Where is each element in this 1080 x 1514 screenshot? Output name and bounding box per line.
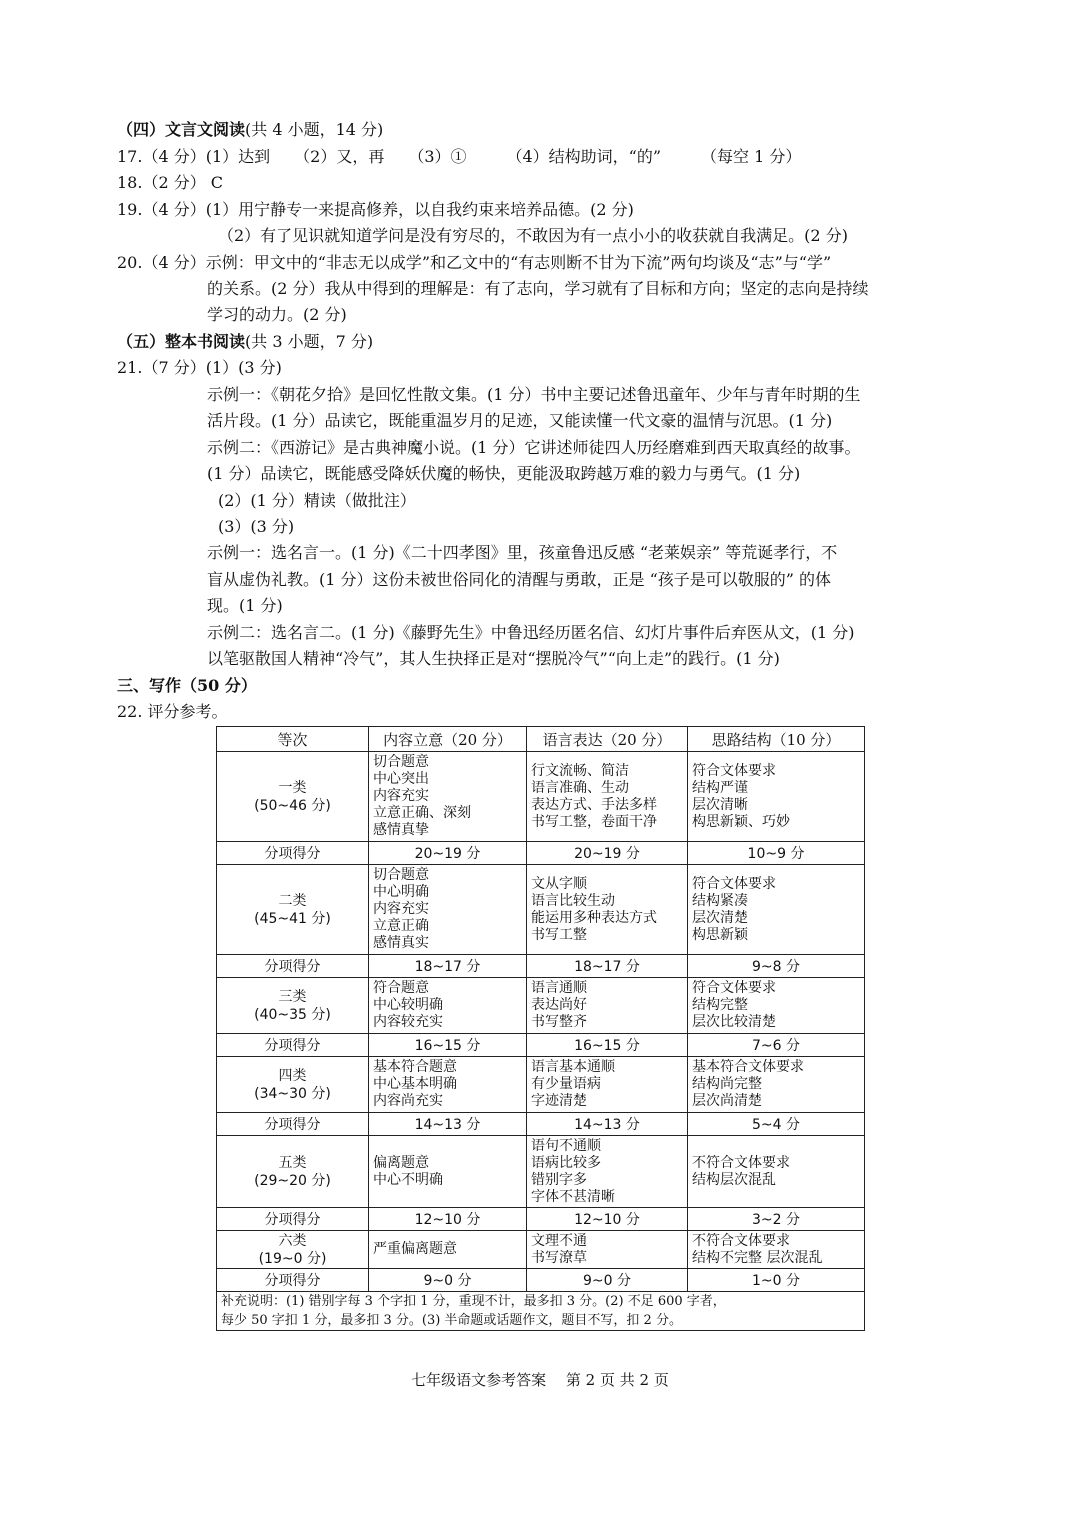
content-criteria-cell bbox=[369, 752, 527, 842]
language-criterion: 语病比较多 bbox=[531, 1154, 601, 1171]
language-criteria-cell bbox=[527, 752, 688, 842]
answer-18: 18.（2 分） C bbox=[117, 173, 224, 192]
rubric-score-row bbox=[217, 1113, 865, 1136]
language-criteria-cell bbox=[527, 1136, 688, 1208]
structure-criterion: 不符合文体要求 bbox=[692, 1154, 790, 1171]
structure-criterion: 结构完整 bbox=[692, 997, 748, 1013]
content-criterion: 内容尚充实 bbox=[373, 1093, 443, 1109]
score-value: 9~8 分 bbox=[688, 955, 865, 978]
structure-criteria-cell bbox=[688, 978, 865, 1034]
score-value: 12~10 分 bbox=[369, 1208, 527, 1231]
page-footer: 七年级语文参考答案 第 2 页 共 2 页 bbox=[411, 1371, 669, 1389]
language-criterion: 能运用多种表达方式 bbox=[531, 909, 657, 926]
answer-19: 19.（4 分）(1）用宁静专一来提高修养，以自我约束来培养品德。(2 分) bbox=[117, 200, 634, 219]
language-criteria-cell bbox=[527, 865, 688, 955]
content-criterion: 内容较充实 bbox=[373, 1014, 443, 1030]
grade-cell bbox=[217, 1231, 369, 1269]
content-criterion: 基本符合题意 bbox=[373, 1059, 457, 1075]
rubric-table bbox=[216, 726, 865, 1331]
language-criterion: 书写整齐 bbox=[531, 1014, 587, 1030]
structure-criterion: 符合文体要求 bbox=[692, 875, 776, 892]
grade-range: (40~35 分) bbox=[254, 1006, 331, 1023]
section-5-heading bbox=[117, 331, 373, 353]
score-value: 7~6 分 bbox=[688, 1034, 865, 1057]
language-criteria-cell bbox=[527, 1231, 688, 1269]
content-criterion: 立意正确、深刻 bbox=[373, 805, 471, 821]
grade-range: (45~41 分) bbox=[254, 910, 331, 927]
language-criterion: 字体不甚清晰 bbox=[531, 1188, 615, 1205]
structure-criteria-cell bbox=[688, 1231, 865, 1269]
rubric-note bbox=[217, 1292, 865, 1331]
structure-criterion: 不符合文体要求 bbox=[692, 1232, 790, 1249]
answer-21-ex2-line2: (1 分）品读它，既能感受降妖伏魔的畅快，更能汲取跨越万难的毅力与勇气。(1 分) bbox=[207, 464, 801, 483]
content-criteria-cell bbox=[369, 1231, 527, 1269]
language-criterion: 语言基本通顺 bbox=[531, 1059, 615, 1075]
content-criterion: 内容充实 bbox=[373, 788, 429, 804]
language-criterion: 错别字多 bbox=[531, 1171, 587, 1188]
score-value: 1~0 分 bbox=[688, 1269, 865, 1292]
grade-name: 五类 bbox=[278, 1154, 307, 1171]
structure-criterion: 层次清楚 bbox=[692, 909, 748, 926]
grade-range: (19~0 分) bbox=[258, 1250, 327, 1267]
grade-cell bbox=[217, 1136, 369, 1208]
score-value: 10~9 分 bbox=[688, 842, 865, 865]
section-5-note: (共 3 小题，7 分) bbox=[245, 332, 374, 351]
language-criteria-cell bbox=[527, 978, 688, 1034]
content-criteria-cell bbox=[369, 978, 527, 1034]
structure-criterion: 符合文体要求 bbox=[692, 762, 776, 779]
language-criterion: 书写工整，卷面干净 bbox=[531, 813, 657, 830]
section-4-heading bbox=[117, 119, 383, 141]
language-criterion: 语句不通顺 bbox=[531, 1137, 601, 1154]
score-value: 9~0 分 bbox=[527, 1269, 688, 1292]
header-content: 内容立意（20 分） bbox=[369, 727, 527, 752]
section-5-title: （五）整本书阅读 bbox=[117, 332, 246, 351]
score-value: 16~15 分 bbox=[527, 1034, 688, 1057]
rubric-intro: 22. 评分参考。 bbox=[117, 702, 228, 721]
content-criterion: 中心基本明确 bbox=[373, 1076, 457, 1092]
language-criterion: 文从字顺 bbox=[531, 875, 587, 892]
language-criterion: 书写潦草 bbox=[531, 1249, 587, 1266]
score-value: 12~10 分 bbox=[527, 1208, 688, 1231]
content-criterion: 中心不明确 bbox=[373, 1171, 443, 1188]
structure-criterion: 层次比较清楚 bbox=[692, 1014, 776, 1030]
score-value: 20~19 分 bbox=[369, 842, 527, 865]
content-criterion: 偏离题意 bbox=[373, 1154, 429, 1171]
content-criteria-cell bbox=[369, 1057, 527, 1113]
score-value: 20~19 分 bbox=[527, 842, 688, 865]
rubric-header-row bbox=[217, 727, 865, 752]
structure-criterion: 结构层次混乱 bbox=[692, 1171, 776, 1188]
rubric-note-row bbox=[217, 1292, 865, 1331]
rubric-grade-row bbox=[217, 865, 865, 955]
rubric-note-line2: 每少 50 字扣 1 分，最多扣 3 分。(3) 半命题或话题作文，题目不写，扣 2 分。 bbox=[221, 1313, 682, 1328]
answer-21-p3-ex1-line1: 示例一：选名言一。(1 分)《二十四孝图》里，孩童鲁迅反感 “老莱娱亲” 等荒诞孝行，不 bbox=[207, 543, 838, 562]
score-value: 9~0 分 bbox=[369, 1269, 527, 1292]
answer-20: 20.（4 分）示例：甲文中的“非志无以成学”和乙文中的“有志则断不甘为下流”两句均谈及“志”与“学” bbox=[117, 253, 832, 272]
header-language: 语言表达（20 分） bbox=[527, 727, 688, 752]
language-criterion: 语言准确、生动 bbox=[531, 779, 629, 796]
score-value: 18~17 分 bbox=[369, 955, 527, 978]
score-label: 分项得分 bbox=[217, 955, 369, 978]
header-structure: 思路结构（10 分） bbox=[688, 727, 865, 752]
rubric-body bbox=[217, 752, 865, 1292]
score-label: 分项得分 bbox=[217, 1113, 369, 1136]
grade-name: 六类 bbox=[278, 1232, 307, 1249]
grade-name: 四类 bbox=[278, 1067, 307, 1084]
answer-21-part3: (3）(3 分) bbox=[218, 517, 295, 536]
score-label: 分项得分 bbox=[217, 842, 369, 865]
answer-21-p3-ex2-line1: 示例二：选名言二。(1 分)《藤野先生》中鲁迅经历匿名信、幻灯片事件后弃医从文，(1 分) bbox=[207, 623, 855, 642]
score-value: 3~2 分 bbox=[688, 1208, 865, 1231]
answer-21-p3-ex1-line2: 盲从虚伪礼教。(1 分）这份未被世俗同化的清醒与勇敢，正是 “孩子是可以敬服的” 的体 bbox=[207, 570, 832, 589]
answer-21-ex1-line2: 活片段。(1 分）品读它，既能重温岁月的足迹，又能读懂一代文豪的温情与沉思。(1 分) bbox=[207, 411, 833, 430]
rubric-grade-row bbox=[217, 1057, 865, 1113]
structure-criterion: 结构不完整 层次混乱 bbox=[692, 1249, 823, 1266]
rubric-score-row bbox=[217, 955, 865, 978]
grade-range: (34~30 分) bbox=[254, 1085, 331, 1102]
content-criterion: 符合题意 bbox=[373, 980, 429, 996]
grade-name: 三类 bbox=[278, 988, 307, 1005]
rubric-grade-row bbox=[217, 1136, 865, 1208]
structure-criterion: 层次尚清楚 bbox=[692, 1093, 762, 1109]
language-criterion: 文理不通 bbox=[531, 1232, 587, 1249]
content-criterion: 中心较明确 bbox=[373, 997, 443, 1013]
answer-21-p3-ex1-line3: 现。(1 分) bbox=[207, 596, 283, 615]
answer-20-cont1: 的关系。(2 分）我从中得到的理解是：有了志向，学习就有了目标和方向；坚定的志向是持续 bbox=[207, 279, 869, 298]
structure-criterion: 结构紧凑 bbox=[692, 892, 748, 909]
language-criterion: 表达方式、手法多样 bbox=[531, 796, 657, 813]
content-criteria-cell bbox=[369, 865, 527, 955]
structure-criterion: 基本符合文体要求 bbox=[692, 1059, 804, 1075]
structure-criterion: 构思新颖、巧妙 bbox=[692, 813, 790, 830]
grade-range: (29~20 分) bbox=[254, 1172, 331, 1189]
structure-criteria-cell bbox=[688, 1057, 865, 1113]
answer-21-ex1-line1: 示例一：《朝花夕拾》是回忆性散文集。(1 分）书中主要记述鲁迅童年、少年与青年时期的生 bbox=[207, 385, 861, 404]
structure-criterion: 结构严谨 bbox=[692, 779, 748, 796]
score-label: 分项得分 bbox=[217, 1034, 369, 1057]
rubric-grade-row bbox=[217, 752, 865, 842]
answer-20-cont2: 学习的动力。(2 分) bbox=[207, 305, 347, 324]
score-label: 分项得分 bbox=[217, 1208, 369, 1231]
structure-criteria-cell bbox=[688, 865, 865, 955]
language-criterion: 表达尚好 bbox=[531, 997, 587, 1013]
score-value: 16~15 分 bbox=[369, 1034, 527, 1057]
content-criterion: 切合题意 bbox=[373, 754, 429, 770]
answer-19-part2: （2）有了见识就知道学问是没有穷尽的，不敢因为有一点小小的收获就自我满足。(2 分) bbox=[218, 226, 848, 245]
content-criterion: 感情真挚 bbox=[373, 822, 429, 838]
grade-name: 一类 bbox=[278, 779, 307, 796]
score-value: 18~17 分 bbox=[527, 955, 688, 978]
structure-criterion: 符合文体要求 bbox=[692, 980, 776, 996]
rubric-note-line1: 补充说明：(1) 错别字每 3 个字扣 1 分，重现不计，最多扣 3 分。(2) 不足 600 字者， bbox=[221, 1294, 726, 1309]
grade-cell bbox=[217, 752, 369, 842]
content-criterion: 中心明确 bbox=[373, 884, 429, 900]
content-criterion: 切合题意 bbox=[373, 867, 429, 883]
language-criterion: 有少量语病 bbox=[531, 1076, 601, 1092]
section-writing-heading: 三、写作（50 分） bbox=[117, 676, 257, 695]
language-criterion: 语言比较生动 bbox=[531, 892, 615, 909]
structure-criterion: 层次清晰 bbox=[692, 796, 748, 813]
grade-cell bbox=[217, 978, 369, 1034]
structure-criterion: 结构尚完整 bbox=[692, 1076, 762, 1092]
section-4-title: （四）文言文阅读 bbox=[117, 120, 246, 139]
language-criterion: 行文流畅、简洁 bbox=[531, 762, 629, 779]
score-label: 分项得分 bbox=[217, 1269, 369, 1292]
language-criteria-cell bbox=[527, 1057, 688, 1113]
rubric-score-row bbox=[217, 842, 865, 865]
grade-cell bbox=[217, 865, 369, 955]
content-criterion: 严重偏离题意 bbox=[373, 1241, 457, 1257]
language-criterion: 字迹清楚 bbox=[531, 1093, 587, 1109]
grade-cell bbox=[217, 1057, 369, 1113]
content-criteria-cell bbox=[369, 1136, 527, 1208]
content-criterion: 内容充实 bbox=[373, 901, 429, 917]
language-criterion: 书写工整 bbox=[531, 926, 587, 943]
answer-21-p3-ex2-line2: 以笔驱散国人精神“冷气”，其人生抉择正是对“摆脱冷气”“向上走”的践行。(1 分) bbox=[207, 649, 780, 668]
content-criterion: 中心突出 bbox=[373, 771, 429, 787]
rubric-grade-row bbox=[217, 1231, 865, 1269]
score-value: 14~13 分 bbox=[527, 1113, 688, 1136]
content-criterion: 立意正确 bbox=[373, 918, 429, 934]
language-criterion: 语言通顺 bbox=[531, 980, 587, 996]
grade-range: (50~46 分) bbox=[254, 797, 331, 814]
grade-name: 二类 bbox=[278, 892, 307, 909]
header-grade: 等次 bbox=[217, 727, 369, 752]
rubric-score-row bbox=[217, 1269, 865, 1292]
rubric-score-row bbox=[217, 1034, 865, 1057]
answer-21-ex2-line1: 示例二：《西游记》是古典神魔小说。(1 分）它讲述师徒四人历经磨难到西天取真经的故事。 bbox=[207, 438, 861, 457]
structure-criteria-cell bbox=[688, 1136, 865, 1208]
structure-criterion: 构思新颖 bbox=[692, 926, 748, 943]
content-criterion: 感情真实 bbox=[373, 935, 429, 951]
section-4-note: (共 4 小题，14 分) bbox=[245, 120, 384, 139]
answer-21-part2: (2）(1 分）精读（做批注） bbox=[218, 491, 416, 510]
rubric-grade-row bbox=[217, 978, 865, 1034]
score-value: 14~13 分 bbox=[369, 1113, 527, 1136]
score-value: 5~4 分 bbox=[688, 1113, 865, 1136]
answer-17: 17.（4 分）(1）达到 （2）又，再 （3）① （4）结构助词，“的” （每空 1 分） bbox=[117, 147, 802, 166]
rubric-score-row bbox=[217, 1208, 865, 1231]
structure-criteria-cell bbox=[688, 752, 865, 842]
answer-21: 21.（7 分）(1）(3 分) bbox=[117, 358, 282, 377]
